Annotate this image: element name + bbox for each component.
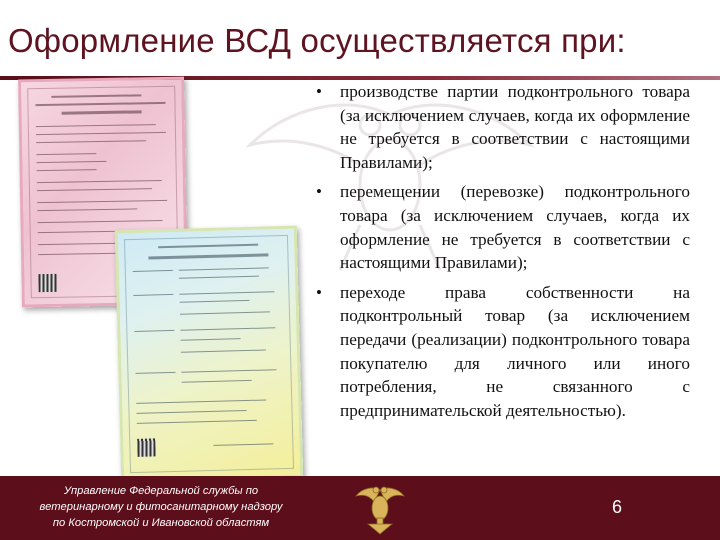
bullet-text: переходе права собственности на подконтрольный товар (за исключением передачи (реализации) подконтрольного товара покупателю для личного или иного потребления, не связанного с предпринимательской деятельностью). [340,282,690,420]
title-bar [0,0,720,80]
blue-certificate-image [115,226,304,483]
bullet-list [312,80,690,428]
footer-organization [6,483,316,531]
bullet-text: перемещении (перевозке) подконтрольного товара (за исключением случаев, когда их оформление не требуется в соответствии с настоящими Правилами); [340,182,690,273]
bullet-item [312,180,690,274]
bullet-marker: • [316,282,322,302]
footer-line: Управление Федеральной службы по [63,485,259,497]
footer-line: по Костромской и Ивановской областям [52,517,270,529]
bullet-item [312,281,690,423]
footer-line: ветеринарному и фитосанитарному надзору [39,501,283,513]
bullet-text: производстве партии подконтрольного товара (за исключением случаев, когда их оформление не требуется в соответствии с настоящими Правилами); [340,82,690,172]
bullet-marker: • [316,182,322,202]
bullet-marker: • [316,82,322,101]
emblem-icon [352,480,408,536]
page-number: 6 [612,497,623,517]
bullet-item [312,80,690,174]
slide-title: Оформление ВСД осуществляется при: [8,22,626,59]
